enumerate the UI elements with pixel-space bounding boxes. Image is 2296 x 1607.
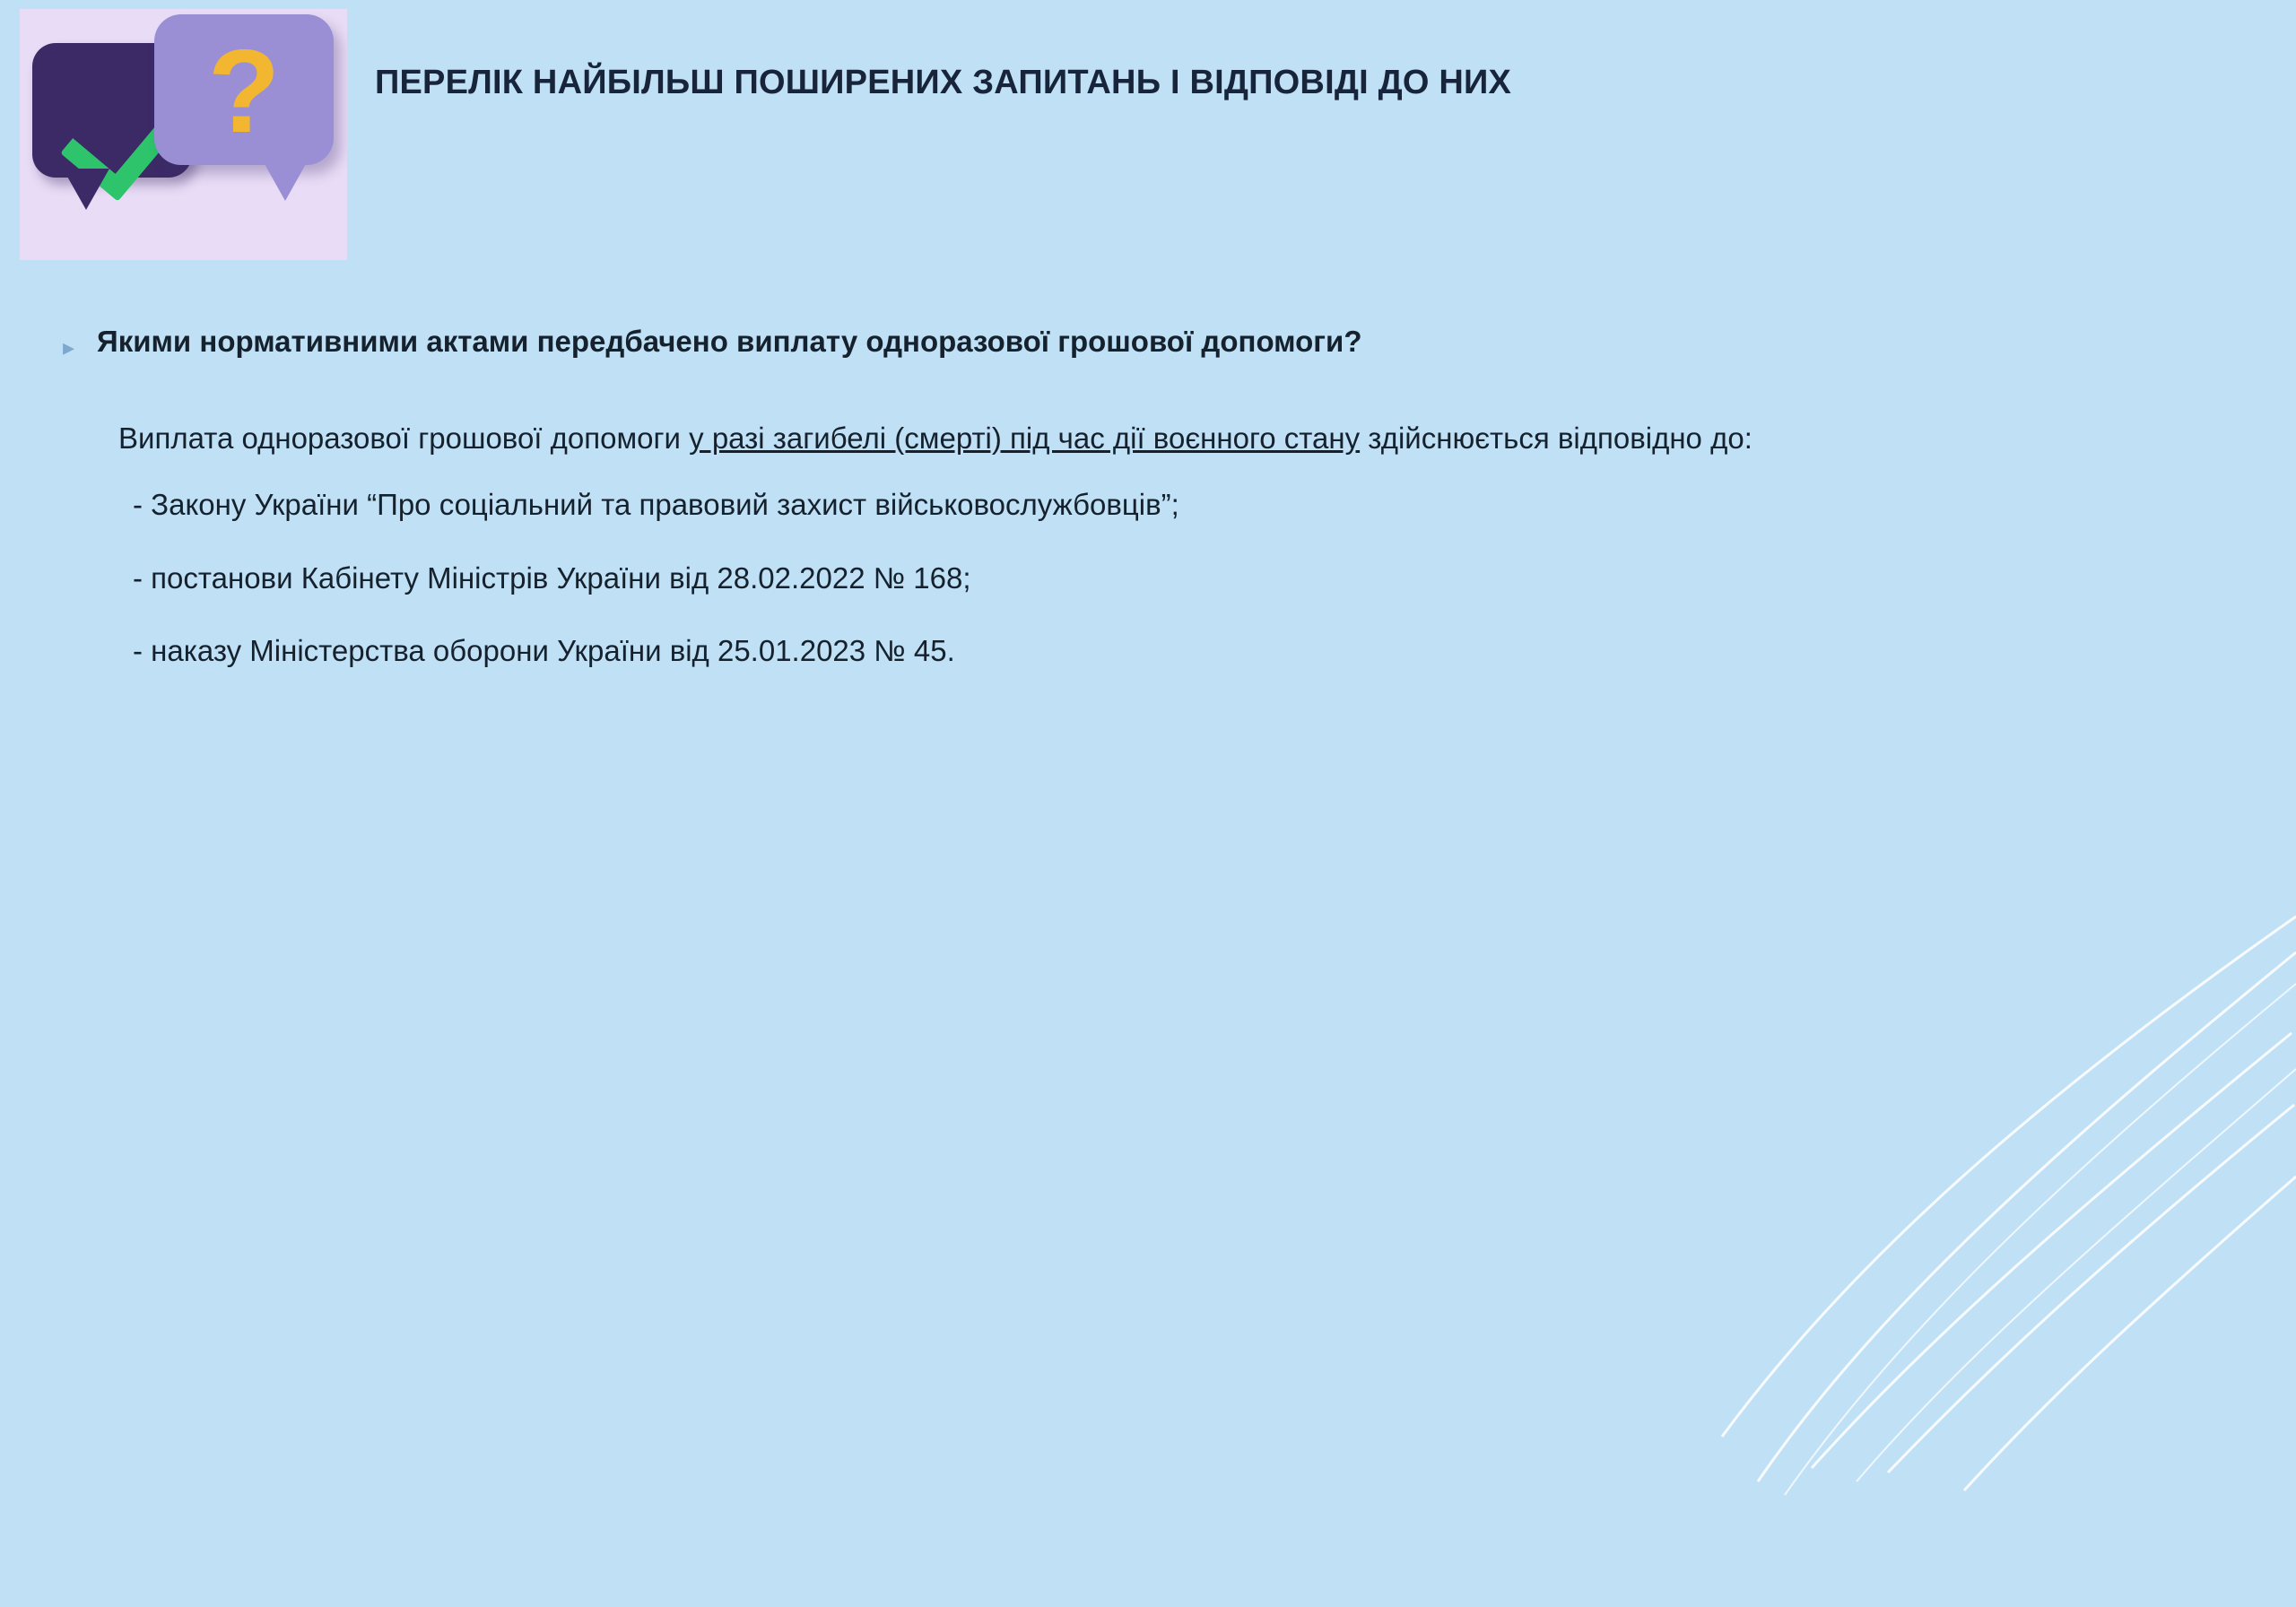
answer-lead-part1: Виплата одноразової грошової допомоги: [118, 421, 690, 455]
list-item: - постанови Кабінету Міністрів України від 28.02.2022 № 168;: [133, 560, 971, 595]
qa-illustration: [20, 9, 347, 260]
legal-acts-list: [0, 483, 2296, 673]
question-mark-icon: ?: [207, 25, 281, 157]
bullet-arrow-icon: ▸: [63, 334, 75, 360]
question-text: Якими нормативними актами передбачено виплату одноразової грошової допомоги?: [97, 325, 1362, 358]
list-item: - Закону України “Про соціальний та правовий захист військовослужбовців”;: [133, 487, 1179, 521]
list-item: - наказу Міністерства оборони України від 25.01.2023 № 45.: [133, 634, 955, 668]
page-title: ПЕРЕЛІК НАЙБІЛЬШ ПОШИРЕНИХ ЗАПИТАНЬ І ВІДПОВІДІ ДО НИХ: [375, 64, 1512, 101]
slide-header: [0, 0, 2296, 269]
answer-lead-underlined: у разі загибелі (смерті) під час дії воєнного стану: [689, 421, 1361, 455]
answer-lead-paragraph: [63, 417, 2197, 460]
slide-content: [0, 323, 2296, 703]
question-block: [0, 323, 2296, 361]
answer-lead-part2: здійснюється відповідно до:: [1360, 421, 1752, 455]
